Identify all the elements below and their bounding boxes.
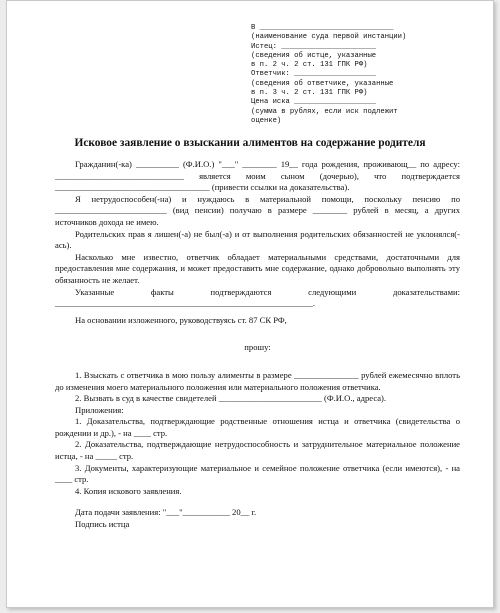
plaintiff-hint-2: в п. 2 ч. 2 ст. 131 ГПК РФ) xyxy=(251,61,368,70)
claim-price-field: Цена иска ___________________ xyxy=(251,98,377,107)
signature-line: Подпись истца xyxy=(75,519,130,530)
paragraph-evidence: Указанные факты подтверждаются следующими доказательствами: ____________________________________________________________. xyxy=(55,286,460,309)
claim-price-hint-2: оценке) xyxy=(251,116,282,125)
paragraph-parental-rights: Родительских прав я лишен(-а) не был(-а) и от выполнения родительских обязанностей не уклонялся(-ась). xyxy=(55,228,460,251)
prosu-heading: прошу: xyxy=(244,342,271,353)
paragraph-legal-basis: На основании изложенного, руководствуясь ст. 87 СК РФ, xyxy=(75,314,287,325)
court-field: В _______________________________ xyxy=(251,24,394,32)
paragraph-defendant-info: Гражданин(-ка) __________ (Ф.И.О.) "___" ________ 19__ года рождения, проживающ__ по адресу: ______________________________ является моим сыном (дочерью), что подтверждается ____________________________________ (привести ссылки на доказательства). xyxy=(55,159,460,193)
attachment-item-3: 3. Документы, характеризующие материальное и семейное положение ответчика (если имеются), - на ____ стр. xyxy=(55,462,460,485)
paragraph-defendant-means: Насколько мне известно, ответчик обладает материальными средствами, достаточными для предоставления мне содержания, и может предоставить мне содержание, однако добровольно выполнять эту обязанность не желает. xyxy=(55,251,460,285)
plaintiff-hint-1: (сведения об истце, указанные xyxy=(251,51,377,60)
filing-date-line: Дата подачи заявления: "___"___________ 20__ г. xyxy=(75,507,257,518)
addressee-block xyxy=(251,24,406,126)
paragraph-disability: Я нетрудоспособен(-на) и нуждаюсь в материальной помощи, поскольку пенсию по __________________________ (вид пенсии) получаю в размере ________ рублей в месяц, а других источников дохода не имею. xyxy=(55,193,460,227)
defendant-field: Ответчик: ___________________ xyxy=(251,70,377,79)
defendant-hint-2: в п. 3 ч. 2 ст. 131 ГПК РФ) xyxy=(251,89,368,98)
attachment-item-1: 1. Доказательства, подтверждающие родственные отношения истца и ответчика (свидетельства о рождении и др.), - на ____ стр. xyxy=(55,416,460,438)
claim-price-hint-1: (сумма в рублях, если иск подлежит xyxy=(251,107,398,116)
plaintiff-field: Истец: ______________________ xyxy=(251,42,377,51)
attachment-item-4: 4. Копия искового заявления. xyxy=(75,485,182,496)
attachments-label: Приложения: xyxy=(75,404,124,415)
request-witnesses: 2. Вызвать в суд в качестве свидетелей ________________________ (Ф.И.О., адреса). xyxy=(75,393,387,404)
court-hint: (наименование суда первой инстанции) xyxy=(251,33,407,42)
document-body xyxy=(55,159,460,531)
request-alimony: 1. Взыскать с ответчика в мою пользу алименты в размере _______________ рублей ежемесячно вплоть до изменения моего материального положения или материального положения ответчика. xyxy=(55,369,460,392)
attachment-item-2: 2. Доказательства, подтверждающие нетрудоспособность и затруднительное материальное положение истца, - на _____ стр. xyxy=(55,439,460,462)
defendant-hint-1: (сведения об ответчике, указанные xyxy=(251,79,394,88)
document-title: Исковое заявление о взыскании алиментов на содержание родителя xyxy=(74,137,426,149)
document-page xyxy=(6,0,494,608)
